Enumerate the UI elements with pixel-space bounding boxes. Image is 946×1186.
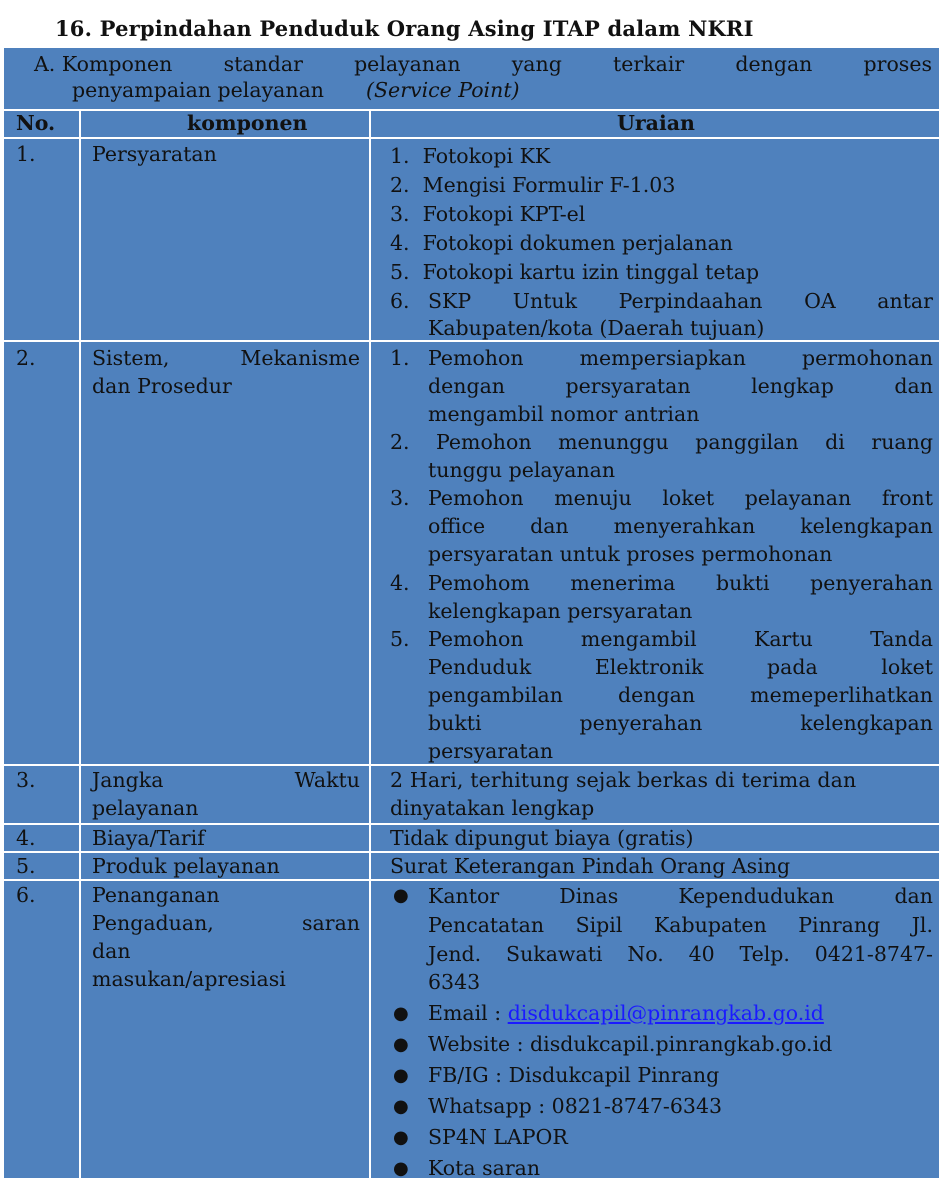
list-marker: 4.	[390, 571, 410, 595]
list-marker: 2.	[390, 430, 410, 454]
row-komponen: masukan/apresiasi	[92, 967, 286, 991]
list-item: SKP Untuk Perpindaahan OA antar	[428, 289, 933, 313]
row-komponen: Jangka Waktu	[92, 768, 360, 792]
row-number: 5.	[16, 854, 36, 878]
list-item: office dan menyerahkan kelengkapan	[428, 514, 933, 538]
email-link[interactable]: disdukcapil@pinrangkab.go.id	[507, 1001, 824, 1025]
row-komponen: Penanganan	[92, 883, 220, 907]
list-item: SP4N LAPOR	[428, 1125, 568, 1149]
list-item-continuation: 6343	[428, 970, 481, 994]
header-komponen: komponen	[187, 111, 308, 135]
list-item: pengambilan dengan memeperlihatkan	[428, 683, 933, 707]
grid-line	[4, 137, 939, 139]
list-item: Penduduk Elektronik pada loket	[428, 655, 933, 679]
list-item: Pemohon mengambil Kartu Tanda	[428, 627, 933, 651]
list-item: 2. Mengisi Formulir F-1.03	[390, 173, 676, 197]
row-komponen: Sistem, Mekanisme	[92, 346, 360, 370]
bullet-icon: ●	[393, 1127, 409, 1148]
list-item-continuation: persyaratan untuk proses permohonan	[428, 542, 833, 566]
grid-line	[79, 109, 81, 1178]
header-no: No.	[16, 111, 56, 135]
list-item: Website : disdukcapil.pinrangkab.go.id	[428, 1032, 833, 1056]
row-number: 3.	[16, 768, 36, 792]
list-item: 3. Fotokopi KPT-el	[390, 202, 586, 226]
bullet-icon: ●	[393, 1003, 409, 1024]
row-komponen: Pengaduan, saran	[92, 911, 360, 935]
list-item: bukti penyerahan kelengkapan	[428, 711, 933, 735]
list-marker: 5.	[390, 627, 410, 651]
list-item: Pemohon menunggu panggilan di ruang	[436, 430, 933, 454]
list-item: FB/IG : Disdukcapil Pinrang	[428, 1063, 720, 1087]
list-item-continuation: persyaratan	[428, 739, 554, 763]
list-item-continuation: tunggu pelayanan	[428, 458, 616, 482]
bullet-icon: ●	[393, 1034, 409, 1055]
service-table	[2, 46, 941, 1180]
list-item: Pencatatan Sipil Kabupaten Pinrang Jl.	[428, 913, 933, 937]
row-uraian: 2 Hari, terhitung sejak berkas di terima dan	[390, 768, 857, 792]
list-item-continuation: kelengkapan persyaratan	[428, 599, 693, 623]
row-komponen: dan Prosedur	[92, 374, 232, 398]
list-item: Email : disdukcapil@pinrangkab.go.id	[428, 1001, 824, 1025]
grid-line	[369, 109, 371, 1178]
grid-line	[4, 109, 939, 111]
row-uraian: Surat Keterangan Pindah Orang Asing	[390, 854, 791, 878]
list-item: Whatsapp : 0821-8747-6343	[428, 1094, 723, 1118]
row-komponen: Produk pelayanan	[92, 854, 280, 878]
bullet-icon: ●	[393, 1096, 409, 1117]
list-marker: 1.	[390, 346, 410, 370]
list-item: 4. Fotokopi dokumen perjalanan	[390, 231, 733, 255]
list-item: Jend. Sukawati No. 40 Telp. 0421-8747-	[428, 942, 933, 966]
header-uraian: Uraian	[617, 111, 695, 135]
page-title: 16. Perpindahan Penduduk Orang Asing ITAP dalam NKRI	[55, 16, 754, 41]
row-number: 4.	[16, 826, 36, 850]
list-item: 6.	[390, 289, 410, 313]
row-number: 1.	[16, 142, 36, 166]
bullet-icon: ●	[393, 1158, 409, 1179]
list-item-continuation: mengambil nomor antrian	[428, 402, 700, 426]
row-komponen: pelayanan	[92, 796, 199, 820]
row-komponen: Persyaratan	[92, 142, 217, 166]
list-item: Pemohon mempersiapkan permohonan	[428, 346, 933, 370]
list-item: Kantor Dinas Kependudukan dan	[428, 884, 933, 908]
row-uraian: dinyatakan lengkap	[390, 796, 595, 820]
row-komponen: dan	[92, 939, 131, 963]
row-number: 6.	[16, 883, 36, 907]
list-item: Pemohon menuju loket pelayanan front	[428, 486, 933, 510]
section-heading-line1: A. Komponen standar pelayanan yang terkair dengan proses	[34, 52, 932, 76]
section-heading-line2: penyampaian pelayanan (Service Point)	[72, 78, 520, 102]
list-item: Pemohom menerima bukti penyerahan	[428, 571, 933, 595]
row-uraian: Tidak dipungut biaya (gratis)	[390, 826, 694, 850]
list-item-continuation: Kabupaten/kota (Daerah tujuan)	[428, 316, 765, 340]
bullet-icon: ●	[393, 1065, 409, 1086]
list-item: Kota saran	[428, 1156, 541, 1180]
list-marker: 3.	[390, 486, 410, 510]
row-komponen: Biaya/Tarif	[92, 826, 205, 850]
bullet-icon: ●	[393, 885, 409, 906]
row-number: 2.	[16, 346, 36, 370]
list-item: 5. Fotokopi kartu izin tinggal tetap	[390, 260, 760, 284]
list-item: 1. Fotokopi KK	[390, 144, 551, 168]
list-item: dengan persyaratan lengkap dan	[428, 374, 933, 398]
